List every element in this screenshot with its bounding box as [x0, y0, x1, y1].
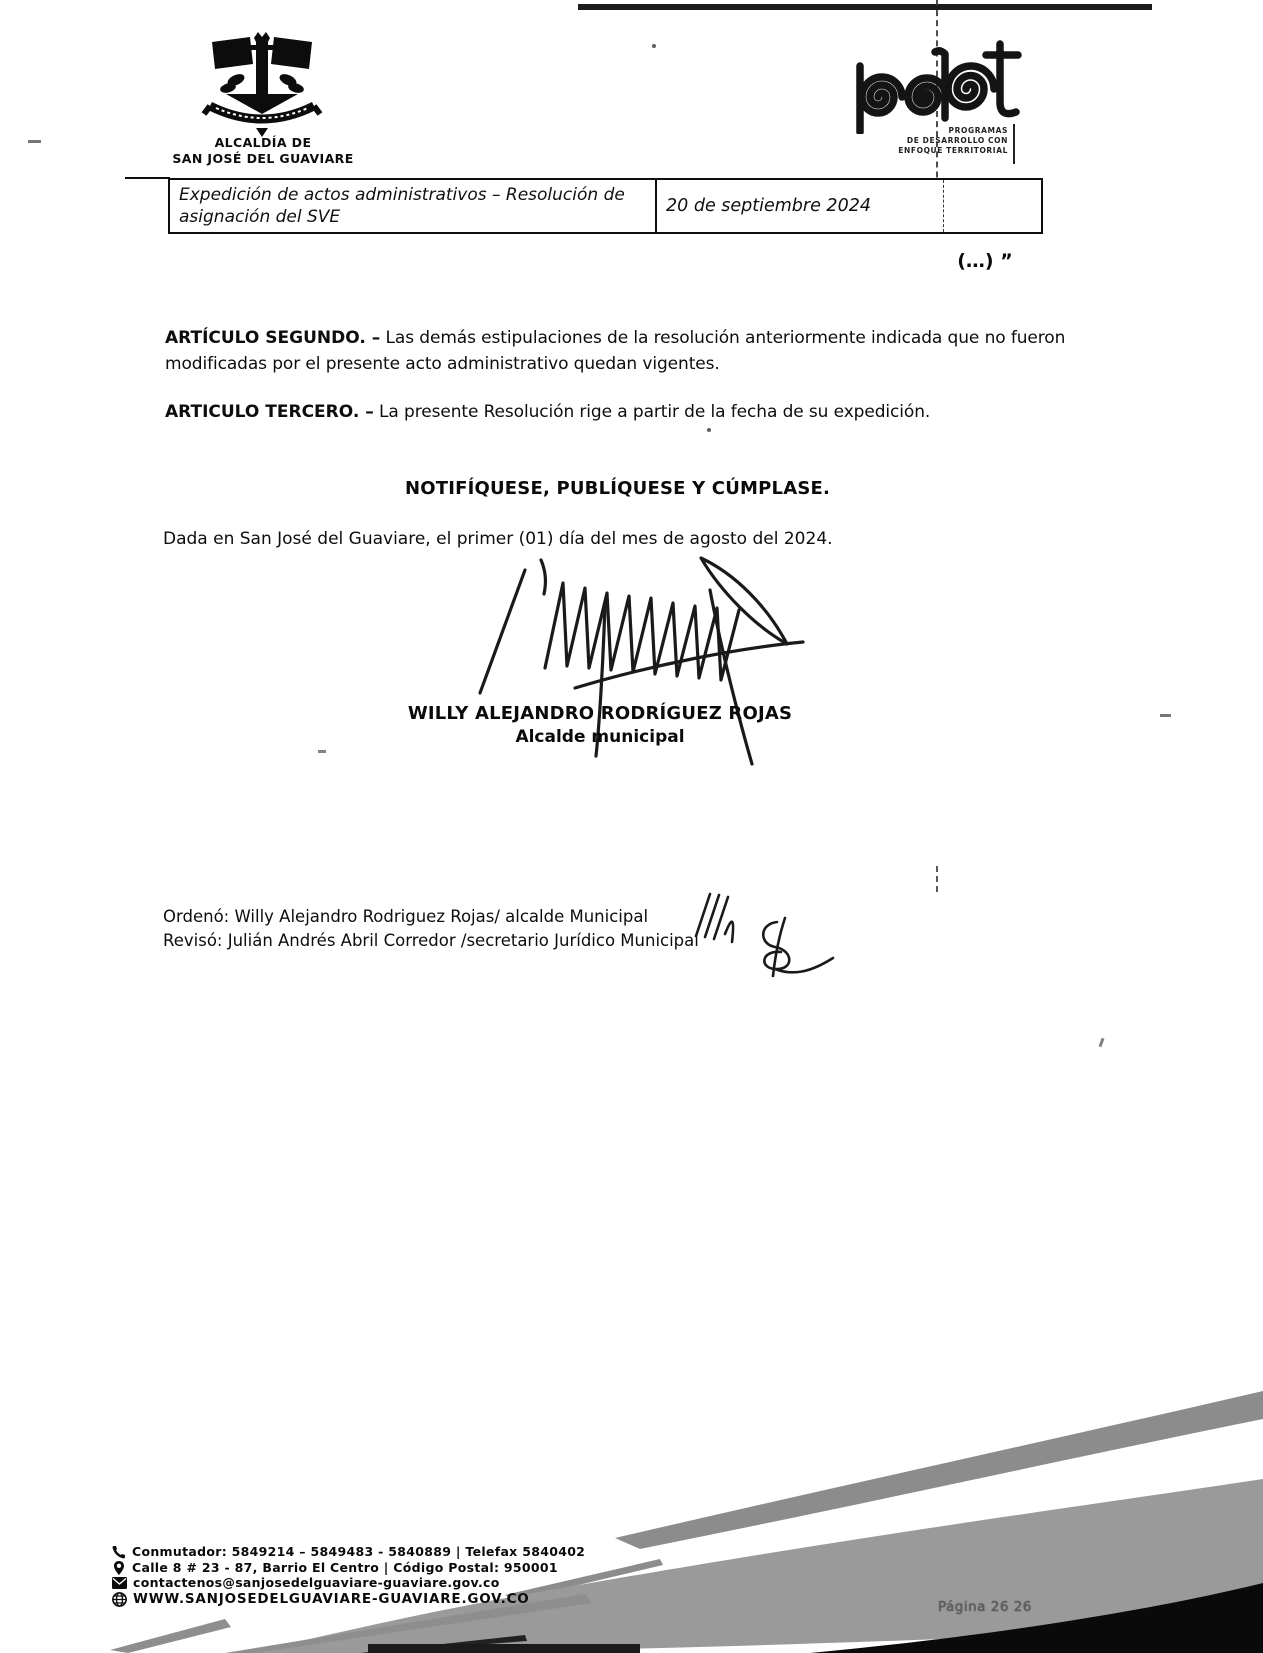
articulo-segundo-text: Las demás estipulaciones de la resolución anteriormente indicada que no fueron modificadas por el presente acto administrativo quedan vigentes. — [165, 328, 1066, 374]
reviewed-line: Revisó: Julián Andrés Abril Corredor /secretario Jurídico Municipal — [163, 931, 699, 950]
pdet-tagline-rule — [1013, 124, 1015, 164]
footer-email-text: contactenos@sanjosedelguaviare-guaviare.gov.co — [133, 1575, 500, 1590]
meta-subject-cell: Expedición de actos administrativos – Resolución de asignación del SVE — [170, 180, 657, 232]
org-name-line1: ALCALDÍA DE — [214, 135, 312, 150]
footer-swoosh — [0, 1353, 1263, 1653]
issued-line: Dada en San José del Guaviare, el primer (01) día del mes de agosto del 2024. — [163, 529, 833, 549]
closing-quote: (…) ” — [957, 250, 1013, 272]
footer-phone-line — [112, 1545, 585, 1560]
scan-artifact-dash-3 — [318, 750, 326, 753]
footer-contact-block — [112, 1545, 585, 1607]
footer-email-line — [112, 1576, 585, 1591]
meta-empty-cell — [944, 180, 1041, 232]
articulo-tercero-text: La presente Resolución rige a partir de la fecha de su expedición. — [379, 402, 931, 422]
signer-title: Alcalde municipal — [515, 727, 685, 747]
pdet-tagline-line3: ENFOQUE TERRITORIAL — [898, 146, 1008, 156]
phone-icon — [112, 1545, 126, 1559]
envelope-icon — [112, 1577, 127, 1589]
org-name-line2: SAN JOSÉ DEL GUAVIARE — [172, 150, 354, 166]
articulo-segundo-label: ARTÍCULO SEGUNDO. – — [165, 328, 381, 348]
location-pin-icon — [112, 1561, 126, 1575]
footer-address-text: Calle 8 # 23 - 87, Barrio El Centro | Código Postal: 950001 — [132, 1559, 558, 1575]
articulo-segundo — [165, 326, 1105, 378]
reviewed-flourish-signature — [745, 914, 835, 984]
page-number: Página 26 26 — [938, 1599, 1032, 1615]
scan-artifact-bar-top — [578, 4, 1152, 10]
pdet-logo — [842, 34, 1022, 134]
articulo-tercero — [165, 400, 1105, 426]
scan-artifact-dot — [652, 44, 656, 48]
org-name — [118, 135, 408, 166]
meta-date-cell: 20 de septiembre 2024 — [657, 180, 944, 232]
ordered-line: Ordenó: Willy Alejandro Rodriguez Rojas/ alcalde Municipal — [163, 907, 649, 926]
initials-icon — [692, 888, 744, 946]
footer-web-line — [112, 1592, 585, 1607]
globe-icon — [112, 1592, 127, 1607]
footer-swoosh-graphic — [0, 1353, 1263, 1653]
table-rule-extension — [125, 177, 170, 179]
pdet-tagline-line2: DE DESARROLLO CON — [906, 136, 1008, 146]
scan-artifact-dot-2 — [707, 428, 711, 432]
scan-artifact-dashed-line-2 — [936, 866, 938, 892]
coat-of-arms-icon — [198, 32, 328, 138]
pdet-logo-icon — [842, 34, 1022, 134]
scan-artifact-dash-2 — [1160, 714, 1171, 717]
articulo-tercero-label: ARTICULO TERCERO. – — [165, 402, 374, 422]
coat-of-arms — [198, 32, 328, 138]
scan-artifact-mark — [1099, 1038, 1105, 1047]
footer-address-line — [112, 1561, 585, 1576]
meta-table — [168, 178, 1043, 234]
pdet-tagline — [892, 126, 1008, 156]
flourish-icon — [745, 914, 835, 984]
footer-phone-text: Conmutador: 5849214 – 5849483 - 5840889 | Telefax 5840402 — [132, 1544, 586, 1559]
ordered-initials-signature — [692, 888, 744, 946]
notify-line: NOTIFÍQUESE, PUBLÍQUESE Y CÚMPLASE. — [404, 478, 831, 499]
scan-artifact-dash — [28, 140, 41, 143]
scan-artifact-bar-bottom — [368, 1644, 640, 1653]
signer-name: WILLY ALEJANDRO RODRÍGUEZ ROJAS — [407, 703, 793, 724]
footer-web-text: WWW.SANJOSEDELGUAVIARE-GUAVIARE.GOV.CO — [133, 1590, 530, 1607]
pdet-tagline-line1: PROGRAMAS — [948, 126, 1008, 135]
